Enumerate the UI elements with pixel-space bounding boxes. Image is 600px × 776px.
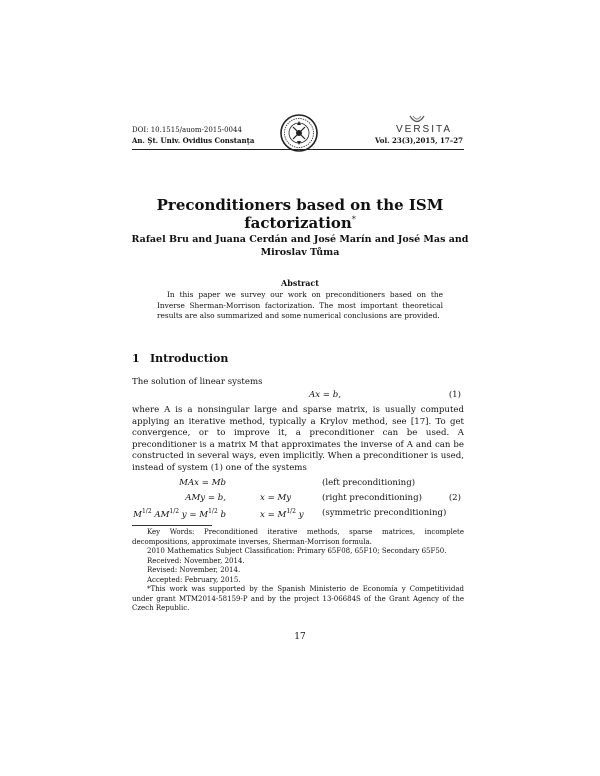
- journal-name: An. Şt. Univ. Ovidius Constanţa: [132, 136, 255, 145]
- section-title: Introduction: [150, 352, 229, 365]
- equation-lhs: AMy = b,: [185, 493, 226, 503]
- equation-2-number: (2): [448, 493, 461, 503]
- equation-2-row: [132, 478, 464, 493]
- footnote-keywords: Key Words: Preconditioned iterative methods, sparse matrices, incomplete decompositions, approximate inverses, Sherman-Morrison formula.: [132, 528, 464, 546]
- equation-rhs: x = My: [260, 493, 292, 503]
- footnote-msc: 2010 Mathematics Subject Classification: Primary 65F08, 65F10; Secondary 65F50.: [147, 547, 447, 555]
- equation-1: [132, 390, 464, 402]
- title-footnote-mark: *: [351, 215, 356, 224]
- footnotes: [132, 528, 464, 614]
- authors-line-1: Rafael Bru and Juana Cerdán and José Marín and José Mas and: [131, 234, 469, 245]
- footnote-rule: [132, 525, 212, 526]
- equation-rhs: $x = M^{1/2}$ y: [260, 508, 304, 520]
- footnote-received: Received: November, 2014.: [147, 556, 245, 565]
- doi-text: DOI: 10.1515/auom-2015-0044: [132, 126, 242, 134]
- university-seal-icon: [279, 113, 319, 153]
- equation-2-row: [132, 508, 464, 523]
- header-rule: [132, 149, 464, 150]
- footnote-funding: *This work was supported by the Spanish Ministerio de Economía y Competitividad under grant MTM2014-58159-P and by the project 13-06684S of the Grant Agency of the Czech Republic.: [132, 585, 464, 612]
- authors-line-2: Miroslav Tůma: [260, 247, 340, 258]
- equation-lhs: $M^{1/2}$ $AM^{1/2}$ $y = M^{1/2}$ b: [133, 508, 226, 520]
- paper-title: [100, 196, 500, 232]
- section-heading: [132, 352, 228, 365]
- publisher-logo-text: VERSITA: [396, 124, 453, 135]
- paragraph-2: where A is a nonsingular large and sparse matrix, is usually computed applying an iterative method, typically a Krylov method, see [17]. To get convergence, or to improve it, a preconditioner can be used. A preconditioner is a matrix M that approximates the inverse of A and can be constructed in several ways, even implicitly. When a preconditioner is used, instead of system (1) one of the systems: [132, 405, 464, 473]
- abstract-text: In this paper we survey our work on preconditioners based on the Inverse Sherman-Morrison factorization. The most important theoretical results are also summarized and some numerical conclusions are provided.: [157, 290, 443, 320]
- equation-note: (left preconditioning): [322, 478, 416, 488]
- volume-info: Vol. 23(3),2015, 17–27: [374, 136, 463, 145]
- footnote-revised: Revised: November, 2014.: [147, 566, 241, 574]
- paper-title-text: Preconditioners based on the ISM factorization: [156, 196, 444, 232]
- equation-2: [132, 478, 464, 523]
- abstract-heading: Abstract: [281, 278, 319, 288]
- paragraph-1: The solution of linear systems: [132, 377, 263, 387]
- equation-note: (symmetric preconditioning): [322, 508, 447, 518]
- page-number: 17: [294, 632, 306, 642]
- equation-note: (right preconditioning): [322, 493, 422, 503]
- author-list: [130, 233, 470, 259]
- equation-lhs: MAx = Mb: [179, 478, 226, 488]
- section-number: 1: [132, 352, 140, 365]
- equation-1-body: Ax = b,: [309, 390, 341, 400]
- equation-2-row: [132, 493, 464, 508]
- footnote-accepted: Accepted: February, 2015.: [147, 575, 241, 584]
- equation-1-number: (1): [448, 390, 461, 400]
